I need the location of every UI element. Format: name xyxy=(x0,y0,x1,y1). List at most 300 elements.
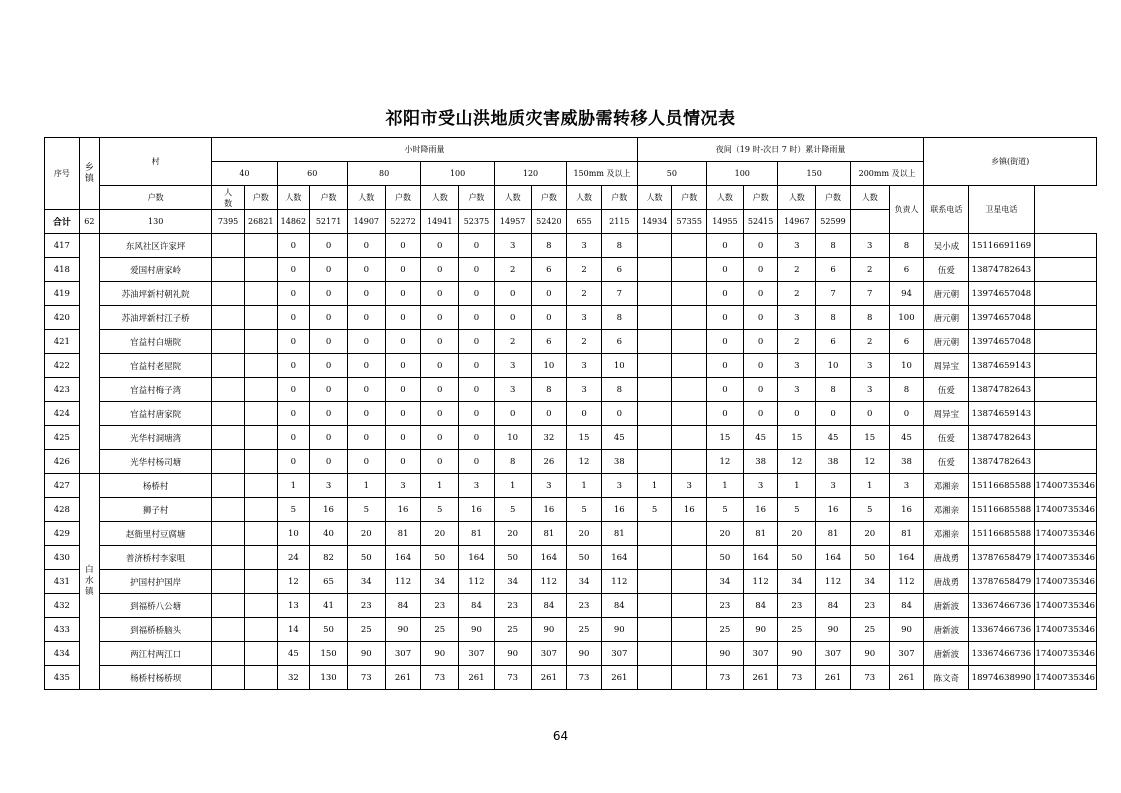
row-value: 73 xyxy=(778,666,816,690)
row-value: 0 xyxy=(277,258,310,282)
row-value xyxy=(637,546,672,570)
row-value: 6 xyxy=(601,330,637,354)
row-value: 25 xyxy=(778,618,816,642)
row-value: 0 xyxy=(494,306,531,330)
row-value: 50 xyxy=(310,618,348,642)
row-value xyxy=(672,546,707,570)
row-value: 84 xyxy=(531,594,567,618)
row-satellite-phone xyxy=(1034,258,1096,282)
row-value: 3 xyxy=(494,234,531,258)
row-value: 0 xyxy=(531,402,567,426)
row-value: 8 xyxy=(816,234,851,258)
table-row xyxy=(45,234,1097,258)
row-value: 3 xyxy=(778,306,816,330)
row-value: 0 xyxy=(347,402,385,426)
row-value: 38 xyxy=(601,450,637,474)
row-value: 45 xyxy=(816,426,851,450)
row-value: 3 xyxy=(778,234,816,258)
row-value xyxy=(212,234,245,258)
row-value: 6 xyxy=(531,330,567,354)
row-value xyxy=(212,498,245,522)
header-people: 人数 xyxy=(637,186,672,210)
row-value: 20 xyxy=(567,522,602,546)
header-village: 村 xyxy=(100,138,212,186)
row-person: 伍爱 xyxy=(924,450,969,474)
row-value: 90 xyxy=(347,642,385,666)
row-value: 3 xyxy=(601,474,637,498)
row-value xyxy=(244,450,277,474)
row-value: 0 xyxy=(601,402,637,426)
row-value: 0 xyxy=(310,354,348,378)
row-value: 23 xyxy=(494,594,531,618)
row-value: 0 xyxy=(494,402,531,426)
row-satellite-phone xyxy=(1034,426,1096,450)
row-value: 6 xyxy=(601,258,637,282)
total-value: 14967 xyxy=(778,210,816,234)
row-value xyxy=(212,594,245,618)
total-value: 14907 xyxy=(347,210,385,234)
row-person: 伍爱 xyxy=(924,378,969,402)
row-value: 90 xyxy=(743,618,778,642)
header-people: 人数 xyxy=(850,186,889,210)
row-value: 1 xyxy=(707,474,744,498)
total-value: 14941 xyxy=(421,210,459,234)
header-households: 户数 xyxy=(816,186,851,210)
row-value: 84 xyxy=(889,594,924,618)
row-value: 0 xyxy=(743,354,778,378)
row-value: 10 xyxy=(494,426,531,450)
header-people: 人数 xyxy=(494,186,531,210)
row-value: 307 xyxy=(601,642,637,666)
row-value: 23 xyxy=(567,594,602,618)
row-value: 164 xyxy=(601,546,637,570)
row-village: 苏油坪新村江子桥 xyxy=(100,306,212,330)
row-value: 90 xyxy=(421,642,459,666)
row-village: 苏油坪新村朝礼院 xyxy=(100,282,212,306)
row-satellite-phone xyxy=(1034,282,1096,306)
row-value: 40 xyxy=(310,522,348,546)
row-value: 0 xyxy=(385,378,421,402)
row-value xyxy=(637,618,672,642)
total-value: 62 xyxy=(79,210,99,234)
row-satellite-phone: 17400735346 xyxy=(1034,474,1096,498)
header-hourly-rainfall: 小时降雨量 xyxy=(212,138,637,162)
header-night-level: 50 xyxy=(637,162,706,186)
row-value: 261 xyxy=(816,666,851,690)
row-value: 0 xyxy=(459,258,495,282)
row-value: 73 xyxy=(707,666,744,690)
row-value: 2 xyxy=(778,282,816,306)
table-row xyxy=(45,474,1097,498)
row-value xyxy=(672,306,707,330)
row-value: 25 xyxy=(850,618,889,642)
row-value xyxy=(244,282,277,306)
row-phone: 13874782643 xyxy=(969,378,1034,402)
row-value xyxy=(672,522,707,546)
row-value: 164 xyxy=(889,546,924,570)
row-value: 5 xyxy=(778,498,816,522)
row-value: 0 xyxy=(707,330,744,354)
row-value: 3 xyxy=(567,234,602,258)
row-value: 20 xyxy=(347,522,385,546)
row-value: 0 xyxy=(310,378,348,402)
table-row xyxy=(45,618,1097,642)
row-phone: 13787658479 xyxy=(969,546,1034,570)
row-value: 38 xyxy=(816,450,851,474)
row-value xyxy=(672,282,707,306)
row-value xyxy=(244,354,277,378)
row-value: 0 xyxy=(743,378,778,402)
row-village: 官益村白塘院 xyxy=(100,330,212,354)
row-value: 81 xyxy=(531,522,567,546)
row-value: 112 xyxy=(459,570,495,594)
row-seq: 419 xyxy=(45,282,80,306)
row-value: 50 xyxy=(850,546,889,570)
row-value: 307 xyxy=(531,642,567,666)
row-value xyxy=(244,594,277,618)
row-value xyxy=(637,378,672,402)
header-town: 乡镇 xyxy=(79,138,99,210)
row-value: 34 xyxy=(778,570,816,594)
row-value: 150 xyxy=(310,642,348,666)
row-value: 0 xyxy=(385,306,421,330)
row-value: 0 xyxy=(778,402,816,426)
row-satellite-phone: 17400735346 xyxy=(1034,498,1096,522)
row-value: 73 xyxy=(494,666,531,690)
row-value: 6 xyxy=(816,330,851,354)
row-value: 20 xyxy=(778,522,816,546)
row-value: 5 xyxy=(637,498,672,522)
row-value: 0 xyxy=(277,354,310,378)
row-value: 10 xyxy=(816,354,851,378)
row-value: 8 xyxy=(850,306,889,330)
row-seq: 434 xyxy=(45,642,80,666)
row-value xyxy=(637,522,672,546)
row-value xyxy=(672,570,707,594)
row-value: 0 xyxy=(347,426,385,450)
row-value: 3 xyxy=(385,474,421,498)
row-value: 112 xyxy=(889,570,924,594)
row-value: 0 xyxy=(277,330,310,354)
row-seq: 424 xyxy=(45,402,80,426)
row-value: 23 xyxy=(778,594,816,618)
row-person: 唐元朝 xyxy=(924,306,969,330)
row-value: 73 xyxy=(567,666,602,690)
row-value: 3 xyxy=(567,306,602,330)
row-value: 23 xyxy=(707,594,744,618)
row-value xyxy=(672,618,707,642)
row-value: 0 xyxy=(459,282,495,306)
row-phone: 13974657048 xyxy=(969,330,1034,354)
town-name xyxy=(79,234,99,474)
row-value: 8 xyxy=(531,378,567,402)
town-name: 白水镇 xyxy=(79,474,99,690)
row-satellite-phone xyxy=(1034,450,1096,474)
row-person: 邓湘亲 xyxy=(924,522,969,546)
row-value: 307 xyxy=(743,642,778,666)
row-value: 38 xyxy=(889,450,924,474)
total-value: 130 xyxy=(100,210,212,234)
row-village: 官益村唐家院 xyxy=(100,402,212,426)
row-value: 0 xyxy=(707,402,744,426)
row-value xyxy=(672,666,707,690)
row-value: 81 xyxy=(459,522,495,546)
row-value: 2 xyxy=(567,282,602,306)
row-person: 唐战勇 xyxy=(924,546,969,570)
row-value xyxy=(637,306,672,330)
row-value: 25 xyxy=(347,618,385,642)
row-value: 0 xyxy=(385,330,421,354)
row-village: 杨桥村 xyxy=(100,474,212,498)
row-value: 12 xyxy=(567,450,602,474)
row-satellite-phone: 17400735346 xyxy=(1034,594,1096,618)
row-value: 0 xyxy=(310,450,348,474)
row-village: 护国村护国岸 xyxy=(100,570,212,594)
row-value: 0 xyxy=(421,282,459,306)
header-hourly-level: 60 xyxy=(277,162,347,186)
row-phone: 13367466736 xyxy=(969,618,1034,642)
row-value: 5 xyxy=(494,498,531,522)
row-phone: 18974638990 xyxy=(969,666,1034,690)
row-value xyxy=(672,594,707,618)
row-value: 20 xyxy=(494,522,531,546)
row-value: 0 xyxy=(707,258,744,282)
row-value: 261 xyxy=(385,666,421,690)
row-person: 伍爱 xyxy=(924,258,969,282)
row-value: 7 xyxy=(850,282,889,306)
row-value xyxy=(672,330,707,354)
row-value: 65 xyxy=(310,570,348,594)
row-value: 6 xyxy=(889,258,924,282)
row-value: 84 xyxy=(385,594,421,618)
row-value: 34 xyxy=(494,570,531,594)
row-value: 0 xyxy=(459,330,495,354)
row-seq: 429 xyxy=(45,522,80,546)
row-value: 6 xyxy=(889,330,924,354)
row-value xyxy=(244,426,277,450)
row-value: 90 xyxy=(601,618,637,642)
total-value: 7395 xyxy=(212,210,245,234)
row-value: 0 xyxy=(743,330,778,354)
row-phone: 13974657048 xyxy=(969,282,1034,306)
header-people: 人数 xyxy=(347,186,385,210)
row-value: 84 xyxy=(743,594,778,618)
row-value xyxy=(212,474,245,498)
total-value: 52171 xyxy=(310,210,348,234)
row-seq: 418 xyxy=(45,258,80,282)
row-value: 10 xyxy=(277,522,310,546)
row-value xyxy=(637,426,672,450)
row-value: 0 xyxy=(459,378,495,402)
row-value xyxy=(212,354,245,378)
row-value xyxy=(212,330,245,354)
row-value xyxy=(672,378,707,402)
row-value: 0 xyxy=(421,450,459,474)
row-value xyxy=(637,570,672,594)
row-value: 84 xyxy=(816,594,851,618)
evacuation-table xyxy=(44,137,1097,690)
row-value: 5 xyxy=(707,498,744,522)
row-value: 164 xyxy=(531,546,567,570)
row-value: 3 xyxy=(531,474,567,498)
row-value: 0 xyxy=(707,282,744,306)
row-value: 0 xyxy=(385,258,421,282)
row-seq: 435 xyxy=(45,666,80,690)
row-value: 15 xyxy=(707,426,744,450)
row-value: 0 xyxy=(531,306,567,330)
row-value: 6 xyxy=(531,258,567,282)
row-value: 0 xyxy=(277,282,310,306)
row-phone: 15116685588 xyxy=(969,474,1034,498)
row-value: 2 xyxy=(850,330,889,354)
row-value: 0 xyxy=(743,234,778,258)
row-value xyxy=(637,234,672,258)
row-value: 16 xyxy=(889,498,924,522)
row-value: 2 xyxy=(567,330,602,354)
row-value xyxy=(672,402,707,426)
row-value: 261 xyxy=(601,666,637,690)
row-value: 12 xyxy=(778,450,816,474)
row-value: 2 xyxy=(567,258,602,282)
row-village: 到福桥桥脑头 xyxy=(100,618,212,642)
header-seq: 序号 xyxy=(45,138,80,210)
row-value: 0 xyxy=(277,426,310,450)
row-value: 50 xyxy=(347,546,385,570)
row-value xyxy=(637,402,672,426)
row-value: 3 xyxy=(494,378,531,402)
row-value: 0 xyxy=(459,402,495,426)
table-row xyxy=(45,450,1097,474)
row-value: 38 xyxy=(743,450,778,474)
row-value: 73 xyxy=(850,666,889,690)
row-value: 0 xyxy=(459,306,495,330)
row-value: 32 xyxy=(277,666,310,690)
row-value: 81 xyxy=(816,522,851,546)
row-value xyxy=(244,642,277,666)
row-phone: 15116691169 xyxy=(969,234,1034,258)
row-value: 84 xyxy=(459,594,495,618)
row-seq: 425 xyxy=(45,426,80,450)
row-seq: 422 xyxy=(45,354,80,378)
row-seq: 430 xyxy=(45,546,80,570)
row-value: 16 xyxy=(385,498,421,522)
row-value: 0 xyxy=(743,282,778,306)
row-phone: 13874659143 xyxy=(969,402,1034,426)
row-value: 0 xyxy=(310,330,348,354)
row-value: 84 xyxy=(601,594,637,618)
row-value: 3 xyxy=(778,378,816,402)
row-value: 0 xyxy=(421,402,459,426)
row-value: 0 xyxy=(494,282,531,306)
row-value xyxy=(637,354,672,378)
row-value: 3 xyxy=(889,474,924,498)
table-row xyxy=(45,570,1097,594)
row-value: 0 xyxy=(421,354,459,378)
row-value xyxy=(244,546,277,570)
row-value: 23 xyxy=(347,594,385,618)
total-value: 57355 xyxy=(672,210,707,234)
row-value: 1 xyxy=(277,474,310,498)
row-value: 8 xyxy=(816,306,851,330)
row-value: 164 xyxy=(385,546,421,570)
row-value: 81 xyxy=(743,522,778,546)
row-village: 东风社区许家坪 xyxy=(100,234,212,258)
row-value: 20 xyxy=(850,522,889,546)
row-value: 23 xyxy=(850,594,889,618)
row-value: 32 xyxy=(531,426,567,450)
row-value: 0 xyxy=(385,450,421,474)
row-value: 20 xyxy=(421,522,459,546)
row-value: 0 xyxy=(707,234,744,258)
row-value: 3 xyxy=(672,474,707,498)
header-households: 户数 xyxy=(244,186,277,210)
table-row xyxy=(45,642,1097,666)
row-value: 164 xyxy=(459,546,495,570)
header-people: 人数 xyxy=(421,186,459,210)
row-value xyxy=(212,642,245,666)
row-value: 100 xyxy=(889,306,924,330)
row-value: 50 xyxy=(707,546,744,570)
row-value: 1 xyxy=(850,474,889,498)
row-seq: 423 xyxy=(45,378,80,402)
row-value: 20 xyxy=(707,522,744,546)
row-value xyxy=(637,258,672,282)
row-value xyxy=(637,666,672,690)
row-value: 0 xyxy=(459,354,495,378)
row-satellite-phone: 17400735346 xyxy=(1034,618,1096,642)
header-hourly-level: 40 xyxy=(212,162,277,186)
row-person: 陈文奇 xyxy=(924,666,969,690)
row-value: 0 xyxy=(277,378,310,402)
row-value xyxy=(212,618,245,642)
row-phone: 13367466736 xyxy=(969,594,1034,618)
row-value: 45 xyxy=(743,426,778,450)
row-value: 0 xyxy=(310,234,348,258)
row-person: 唐元朝 xyxy=(924,282,969,306)
row-value: 73 xyxy=(347,666,385,690)
row-value xyxy=(637,642,672,666)
row-value: 0 xyxy=(459,450,495,474)
row-seq: 428 xyxy=(45,498,80,522)
row-value: 7 xyxy=(816,282,851,306)
row-value xyxy=(212,546,245,570)
header-night-level: 100 xyxy=(707,162,778,186)
row-value: 3 xyxy=(850,234,889,258)
row-value xyxy=(212,426,245,450)
row-value: 90 xyxy=(567,642,602,666)
row-value: 23 xyxy=(421,594,459,618)
row-value: 0 xyxy=(385,426,421,450)
row-value: 8 xyxy=(601,378,637,402)
row-value xyxy=(212,666,245,690)
row-value: 8 xyxy=(816,378,851,402)
row-value: 8 xyxy=(601,306,637,330)
row-value: 5 xyxy=(347,498,385,522)
row-value: 0 xyxy=(385,402,421,426)
row-value: 0 xyxy=(889,402,924,426)
total-value: 14862 xyxy=(277,210,310,234)
total-value: 52415 xyxy=(743,210,778,234)
row-value: 10 xyxy=(601,354,637,378)
row-value: 164 xyxy=(816,546,851,570)
total-value: 26821 xyxy=(244,210,277,234)
row-value: 112 xyxy=(385,570,421,594)
table-row xyxy=(45,426,1097,450)
header-person-in-charge: 负责人 xyxy=(889,186,924,234)
row-seq: 431 xyxy=(45,570,80,594)
header-households: 户数 xyxy=(385,186,421,210)
row-value: 0 xyxy=(347,306,385,330)
